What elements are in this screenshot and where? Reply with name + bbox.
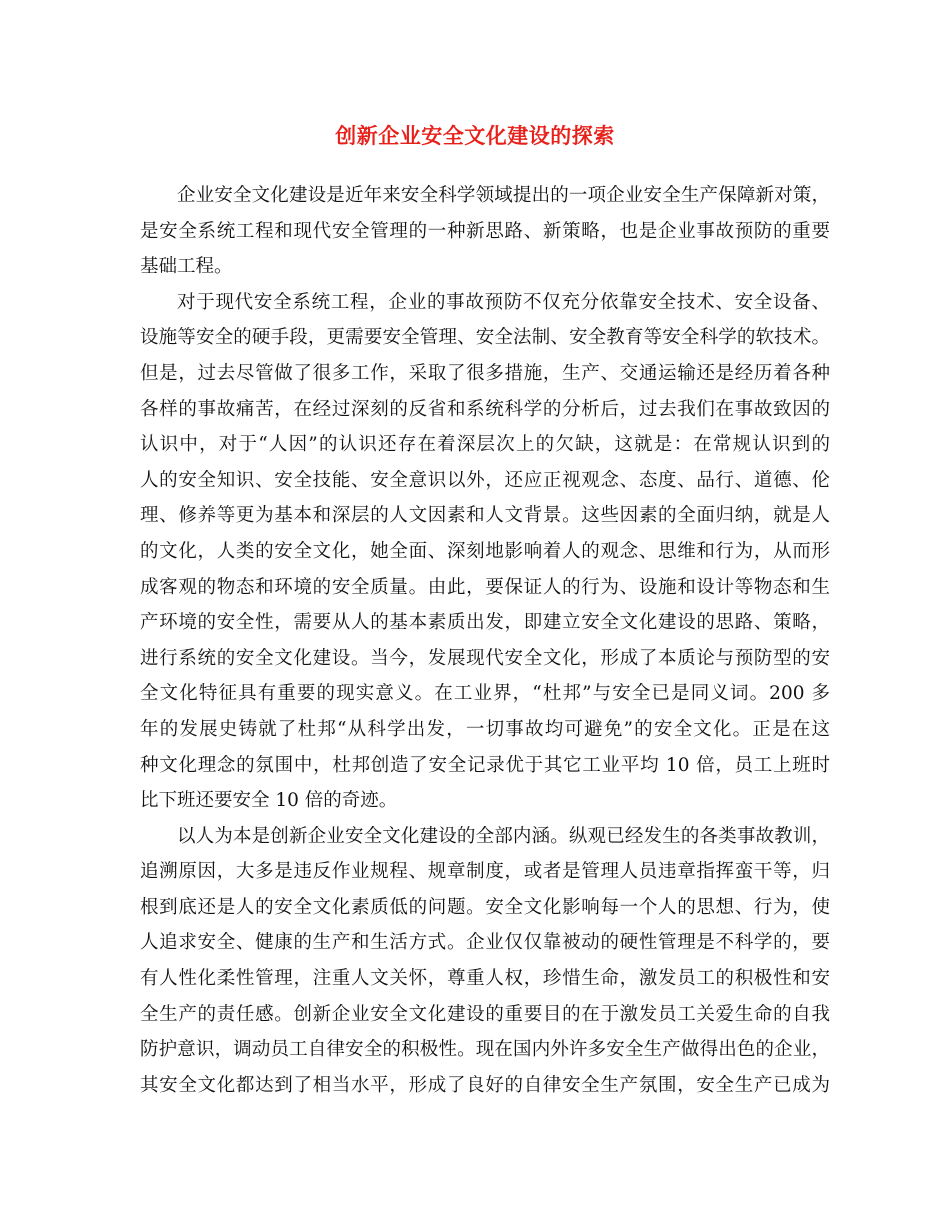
paragraph-3 bbox=[140, 819, 830, 1104]
text-line: 比下班还要安全 10 倍的奇迹。 bbox=[140, 790, 398, 812]
text-line: 种文化理念的氛围中，杜邦创造了安全记录优于其它工业平均 10 倍，员工上班时 bbox=[140, 754, 830, 776]
text-line: 是安全系统工程和现代安全管理的一种新思路、新策略，也是企业事故预防的重要 bbox=[140, 220, 830, 242]
text-line: 认识中，对于“人因”的认识还存在着深层次上的欠缺，这就是：在常规认识到的 bbox=[140, 434, 830, 456]
text-line: 人的安全知识、安全技能、安全意识以外，还应正视观念、态度、品行、道德、伦 bbox=[140, 469, 830, 491]
text-line: 年的发展史铸就了杜邦“从科学出发，一切事故均可避免”的安全文化。正是在这 bbox=[140, 718, 830, 740]
text-line: 理、修养等更为基本和深层的人文因素和人文背景。这些因素的全面归纳，就是人 bbox=[140, 505, 830, 527]
document-body bbox=[140, 178, 830, 1103]
text-line: 防护意识，调动员工自律安全的积极性。现在国内外许多安全生产做得出色的企业， bbox=[140, 1039, 830, 1061]
text-line: 进行系统的安全文化建设。当今，发展现代安全文化，形成了本质论与预防型的安 bbox=[140, 647, 830, 669]
text-line: 追溯原因，大多是违反作业规程、规章制度，或者是管理人员违章指挥蛮干等，归 bbox=[140, 861, 830, 883]
text-line: 企业安全文化建设是近年来安全科学领域提出的一项企业安全生产保障新对策， bbox=[177, 185, 830, 206]
text-line: 根到底还是人的安全文化素质低的问题。安全文化影响每一个人的思想、行为，使 bbox=[140, 896, 830, 918]
document-title: 创新企业安全文化建设的探索 bbox=[335, 123, 615, 148]
text-line: 设施等安全的硬手段，更需要安全管理、安全法制、安全教育等安全科学的软技术。 bbox=[140, 327, 830, 349]
text-line: 但是，过去尽管做了很多工作，采取了很多措施，生产、交通运输还是经历着各种 bbox=[140, 362, 830, 384]
text-line: 产环境的安全性，需要从人的基本素质出发，即建立安全文化建设的思路、策略， bbox=[140, 612, 830, 634]
text-line: 全文化特征具有重要的现实意义。在工业界，“杜邦”与安全已是同义词。200 多 bbox=[140, 683, 830, 705]
text-line: 的文化，人类的安全文化，她全面、深刻地影响着人的观念、思维和行为，从而形 bbox=[140, 540, 830, 562]
paragraph-1 bbox=[140, 178, 830, 285]
text-line: 成客观的物态和环境的安全质量。由此，要保证人的行为、设施和设计等物态和生 bbox=[140, 576, 830, 598]
text-line: 人追求安全、健康的生产和生活方式。企业仅仅靠被动的硬性管理是不科学的，要 bbox=[140, 932, 830, 954]
text-line: 基础工程。 bbox=[140, 256, 233, 278]
text-line: 其安全文化都达到了相当水平，形成了良好的自律安全生产氛围，安全生产已成为 bbox=[140, 1074, 830, 1096]
text-line: 各样的事故痛苦，在经过深刻的反省和系统科学的分析后，过去我们在事故致因的 bbox=[140, 398, 830, 420]
text-line: 对于现代安全系统工程，企业的事故预防不仅充分依靠安全技术、安全设备、 bbox=[177, 291, 830, 313]
text-line: 以人为本是创新企业安全文化建设的全部内涵。纵观已经发生的各类事故教训， bbox=[177, 825, 830, 847]
paragraph-2 bbox=[140, 285, 830, 819]
text-line: 全生产的责任感。创新企业安全文化建设的重要目的在于激发员工关爱生命的自我 bbox=[140, 1003, 830, 1025]
text-line: 有人性化柔性管理，注重人文关怀，尊重人权，珍惜生命，激发员工的积极性和安 bbox=[140, 968, 830, 990]
